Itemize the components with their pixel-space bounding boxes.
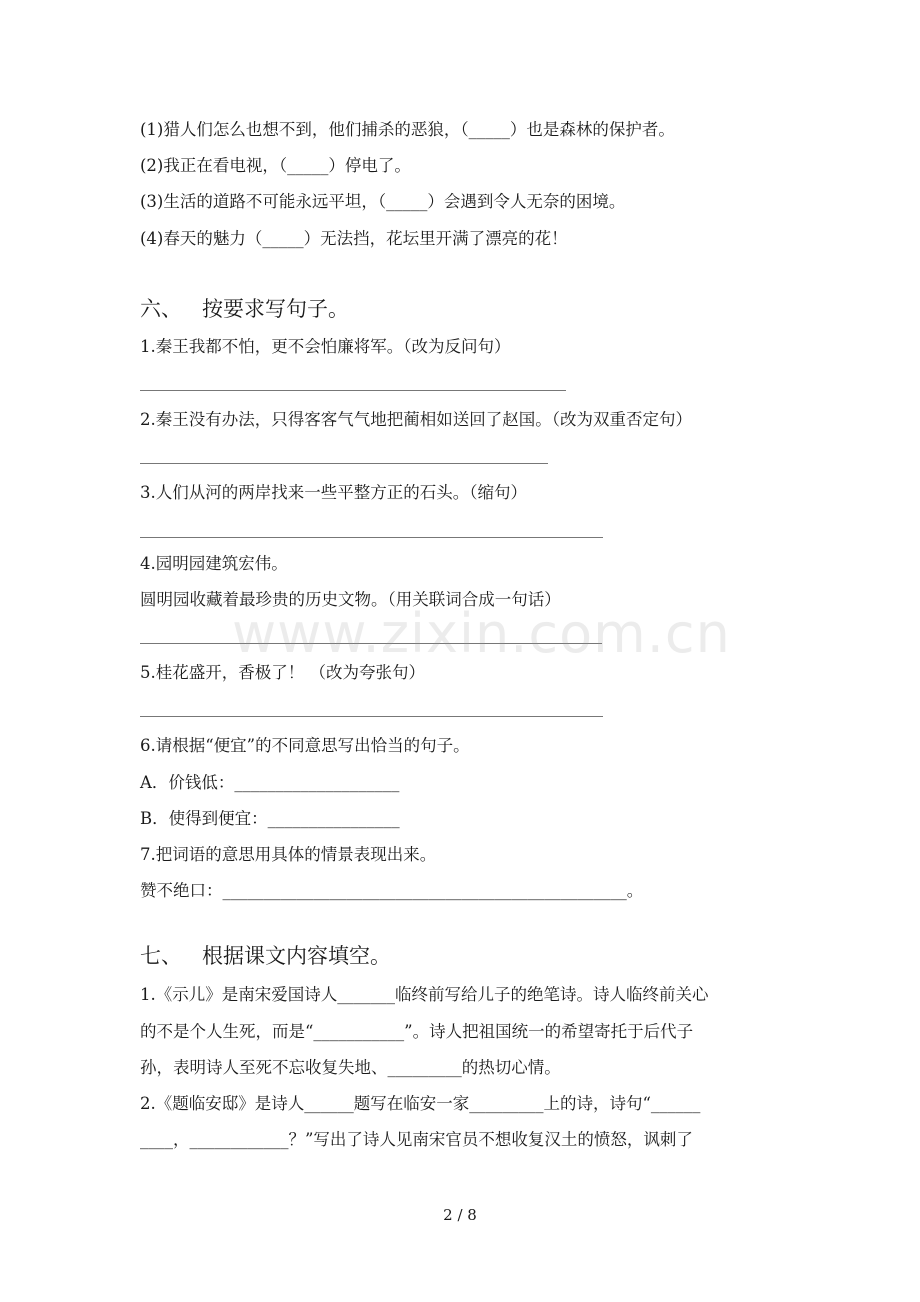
section-6-heading xyxy=(140,295,349,323)
question-5: 5.桂花盛开，香极了！ （改为夸张句） xyxy=(140,663,425,682)
sentence-fill-3: (3)生活的道路不可能永远平坦，（_____）会遇到令人无奈的困境。 xyxy=(140,192,626,211)
section-7-heading xyxy=(140,942,391,970)
sentence-fill-1: (1)猎人们怎么也想不到，他们捕杀的恶狼，（_____）也是森林的保护者。 xyxy=(140,120,675,139)
question-1: 1.秦王我都不怕，更不会怕廉将军。（改为反问句） xyxy=(140,337,511,356)
sentence-fill-4: (4)春天的魅力（_____）无法挡，花坛里开满了漂亮的花！ xyxy=(140,229,568,248)
question-6: 6.请根据“便宜”的不同意思写出恰当的句子。 xyxy=(140,736,470,755)
question-7-answer: 赞不绝口：_________________________________________________。 xyxy=(140,881,644,900)
question-4-part-b: 圆明园收藏着最珍贵的历史文物。（用关联词合成一句话） xyxy=(140,590,561,609)
watermark: www.zixin.com.cn xyxy=(232,602,731,665)
question-6-option-b: B．使得到便宜：________________ xyxy=(140,809,400,828)
answer-line-3 xyxy=(140,537,603,538)
sentence-fill-2: (2)我正在看电视，（_____）停电了。 xyxy=(140,156,411,175)
question-6-option-a: A．价钱低：____________________ xyxy=(140,773,400,792)
question-3: 3.人们从河的两岸找来一些平整方正的石头。（缩句） xyxy=(140,483,527,502)
question-2: 2.秦王没有办法，只得客客气气地把蔺相如送回了赵国。（改为双重否定句） xyxy=(140,410,692,429)
answer-line-1 xyxy=(140,390,566,391)
answer-line-2 xyxy=(140,463,548,464)
question-4-part-a: 4.园明园建筑宏伟。 xyxy=(140,554,288,573)
section-6-title: 按要求写句子。 xyxy=(202,297,349,321)
section-7-title: 根据课文内容填空。 xyxy=(202,944,391,968)
section-6-number: 六、 xyxy=(140,297,182,321)
fill-line-1: 1.《示儿》是南宋爱国诗人_______临终前写给儿子的绝笔诗。诗人临终前关心 xyxy=(140,985,709,1004)
fill-line-3: 孙，表明诗人至死不忘收复失地、_________的热切心情。 xyxy=(140,1058,561,1077)
section-7-number: 七、 xyxy=(140,944,182,968)
question-7: 7.把词语的意思用具体的情景表现出来。 xyxy=(140,845,437,864)
fill-line-4: 2.《题临安邸》是诗人______题写在临安一家_________上的诗，诗句“______ xyxy=(140,1094,701,1113)
page-number: 2 / 8 xyxy=(443,1206,477,1224)
fill-line-2: 的不是个人生死，而是“___________”。诗人把祖国统一的希望寄托于后代子 xyxy=(140,1022,694,1041)
fill-line-5: ____，____________？”写出了诗人见南宋官员不想收复汉土的愤怒，讽刺了 xyxy=(140,1130,693,1149)
answer-line-5 xyxy=(140,716,603,717)
